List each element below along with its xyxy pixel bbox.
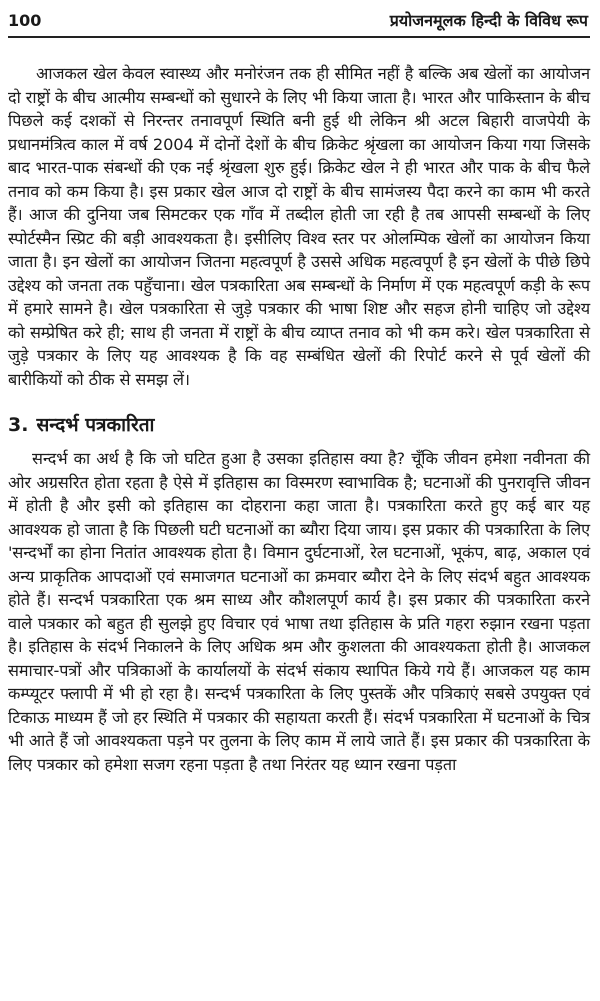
header-rule (8, 36, 590, 38)
page-number: 100 (8, 11, 42, 30)
body-paragraph: आजकल खेल केवल स्वास्थ्य और मनोरंजन तक ही सीमित नहीं है बल्कि अब खेलों का आयोजन दो राष्ट्रों के बीच आत्मीय सम्बन्धों को सुधारने के लिए भी किया जाता है। भारत और पाकिस्तान के बीच पिछले कई दशकों से निरन्तर तनावपूर्ण स्थिति बनी हुई थी लेकिन श्री अटल बिहारी वाजपेयी के प्रधानमंत्रित्व काल में वर्ष 2004 में दोनों देशों के बीच क्रिकेट श्रृंखला का आयोजन किया गया जिसके बाद भारत-पाक संबन्धों की एक नई श्रृंखला शुरु हुई। क्रिकेट खेल ने ही भारत और पाक के बीच फैले तनाव को कम किया है। इस प्रकार खेल आज दो राष्ट्रों के बीच सामंजस्य पैदा करने का काम भी करते हैं। आज की दुनिया जब सिमटकर एक गाँव में तब्दील होती जा रही है तब आपसी सम्बन्धों के लिए स्पोर्टस्मैन स्प्रिट की बड़ी आवश्यकता है। इसीलिए विश्व स्तर पर ओलम्पिक खेलों का आयोजन किया जाता है। इन खेलों का आयोजन जितना महत्वपूर्ण है उससे अधिक महत्वपूर्ण है इन खेलों के पीछे छिपे उद्देश्य को जनता तक पहुँचाना। खेल पत्रकारिता अब सम्बन्धों के निर्माण में एक महत्वपूर्ण कड़ी के रूप में हमारे सामने है। खेल पत्रकारिता से जुड़े पत्रकार की भाषा शिष्ट और सहज होनी चाहिए जो उद्देश्य को सम्प्रेषित करे ही; साथ ही जनता में राष्ट्रों के बीच व्याप्त तनाव को भी कम करे। खेल पत्रकारिता से जुड़े पत्रकार के लिए यह आवश्यक है कि वह सम्बंधित खेलों की रिपोर्ट करने से पूर्व खेलों की बारीकियों को ठीक से समझ लें। (8, 64, 590, 389)
section-title: सन्दर्भ पत्रकारिता (36, 414, 155, 436)
page-header (8, 0, 590, 34)
section-heading (8, 413, 590, 437)
section-number: 3. (8, 414, 29, 436)
body-paragraph: सन्दर्भ का अर्थ है कि जो घटित हुआ है उसका इतिहास क्या है? चूँकि जीवन हमेशा नवीनता की ओर अग्रसरित होता रहता है ऐसे में इतिहास का विस्मरण स्वाभाविक है; घटनाओं की पुनरावृत्ति जीवन में होती है और इसी को इतिहास का दोहराना कहा जाता है। पत्रकारिता करते हुए कई बार यह आवश्यक हो जाता है कि पिछली घटी घटनाओं का ब्यौरा दिया जाय। इस प्रकार की पत्रकारिता के लिए 'सन्दर्भों का होना नितांत आवश्यक होता है। विमान दुर्घटनाओं, रेल घटनाओं, भूकंप, बाढ़, अकाल एवं अन्य प्राकृतिक आपदाओं एवं समाजगत घटनाओं का क्रमवार ब्यौरा देने के लिए संदर्भ बहुत आवश्यक होते हैं। सन्दर्भ पत्रकारिता एक श्रम साध्य और कौशलपूर्ण कार्य है। इस प्रकार की पत्रकारिता करने वाले पत्रकार को बहुत ही सुलझे हुए विचार एवं भाषा तथा इतिहास के प्रति गहरा रुझान रखना पड़ता है। इतिहास के संदर्भ निकालने के लिए अधिक श्रम और कुशलता की आवश्यकता होती है। आजकल समाचार-पत्रों और पत्रिकाओं के कार्यालयों के संदर्भ संकाय स्थापित किये गये हैं। आजकल यह काम कम्प्यूटर फ्लापी में भी हो रहा है। सन्दर्भ पत्रकारिता के लिए पुस्तकें और पत्रिकाएं सबसे उपयुक्त एवं टिकाऊ माध्यम हैं जो हर स्थिति में पत्रकार की सहायता करती हैं। संदर्भ पत्रकारिता में घटनाओं के चित्र भी आते हैं जो आवश्यकता पड़ने पर तुलना के लिए काम में लाये जाते हैं। इस प्रकार की पत्रकारिता के लिए पत्रकार को हमेशा सजग रहना पड़ता है तथा निरंतर यह ध्यान रखना पड़ता (8, 449, 590, 774)
running-title: प्रयोजनमूलक हिन्दी के विविध रूप (389, 11, 588, 30)
